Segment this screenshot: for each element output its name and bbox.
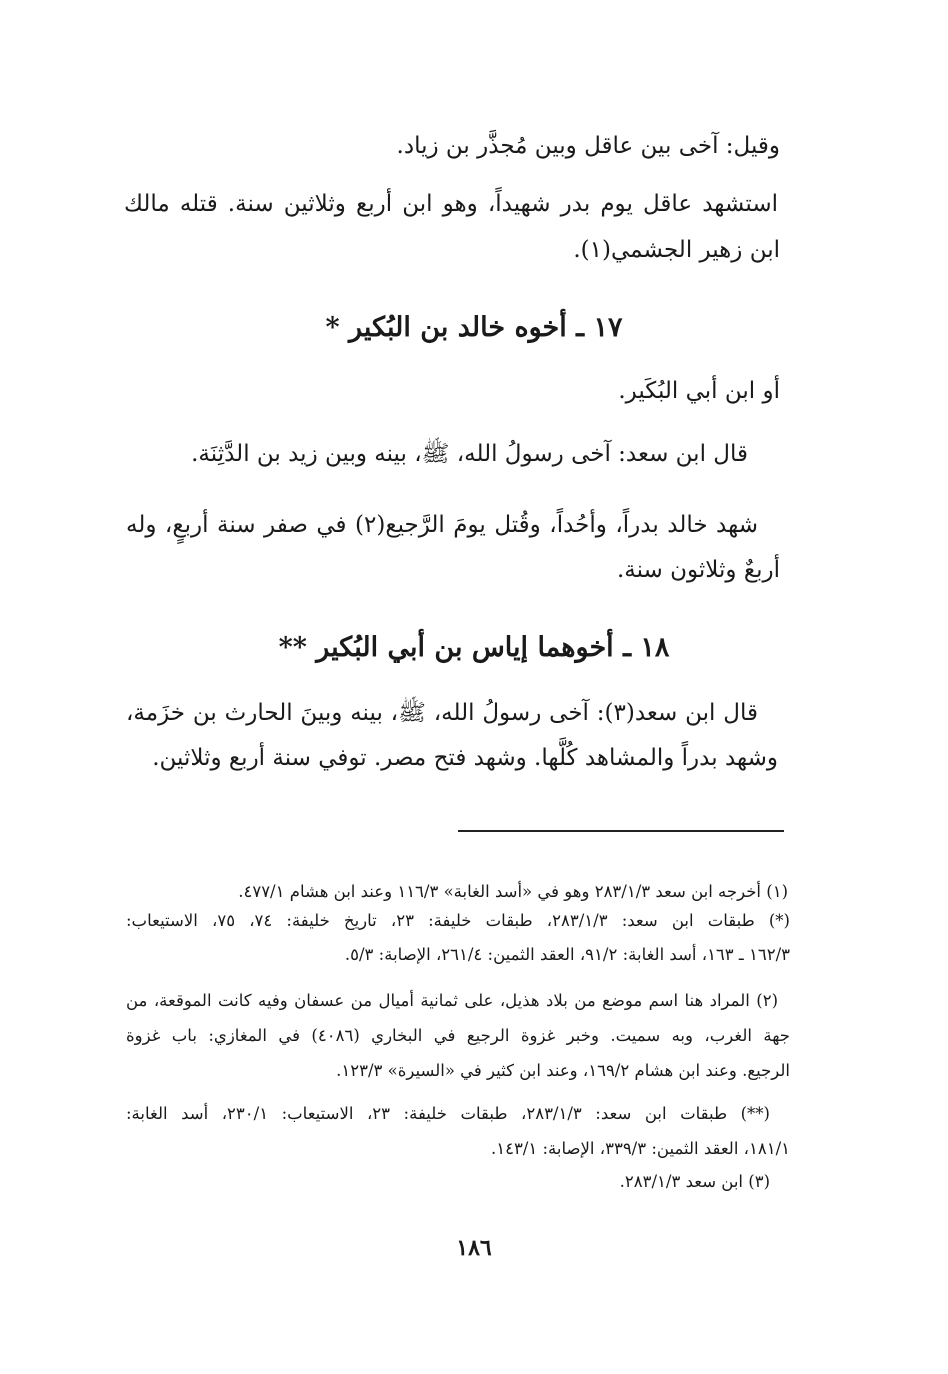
paragraph-aqil-death-line2: ابن زهير الجشمي(١). bbox=[573, 237, 780, 263]
footnote-3: (٣) ابن سعد ٢٨٣/١/٣. bbox=[619, 1172, 770, 1191]
paragraph-aqil-brotherhood: وقيل: آخى بين عاقل وبين مُجذَّر بن زياد. bbox=[396, 133, 780, 159]
footnote-double-star-line2: ١٨١/١، العقد الثمين: ٣٣٩/٣، الإصابة: ١٤٣/١. bbox=[490, 1139, 790, 1158]
paragraph-aqil-death-line1: استشهد عاقل يوم بدر شهيداً، وهو ابن أربع وثلاثين سنة. قتله مالك bbox=[124, 191, 778, 217]
section-heading-17: ١٧ ـ أخوه خالد بن البُكير * bbox=[325, 312, 623, 343]
paragraph-khalid-death-line1: شهد خالد بدراً، وأحُداً، وقُتل يومَ الرَّجيع(٢) في صفر سنة أربعٍ، وله bbox=[126, 512, 758, 538]
footnote-star-line2: ١٦٢/٣ ـ ١٦٣، أسد الغابة: ٩١/٢، العقد الثمين: ٢٦١/٤، الإصابة: ٥/٣. bbox=[344, 945, 790, 964]
footnote-double-star-line1: (**) طبقات ابن سعد: ٢٨٣/١/٣، طبقات خليفة: ٢٣، الاستيعاب: ٢٣٠/١، أسد الغابة: bbox=[126, 1104, 770, 1123]
footnote-separator-rule bbox=[458, 830, 784, 832]
paragraph-khalid-brotherhood: قال ابن سعد: آخى رسولُ الله، ﷺ، بينه وبين زيد بن الدَّثِنَة. bbox=[191, 441, 748, 467]
paragraph-khalid-death-line2: أربعٌ وثلاثون سنة. bbox=[616, 557, 780, 583]
footnote-2-line2: جهة الغرب، وبه سميت. وخبر غزوة الرجيع في البخاري (٤٠٨٦) في المغازي: باب غزوة bbox=[126, 1026, 791, 1045]
paragraph-khalid-name-variant: أو ابن أبي البُكَير. bbox=[618, 378, 780, 404]
footnote-2-line1: (٢) المراد هنا اسم موضع من بلاد هذيل، على ثمانية أميال من عسفان وفيه كانت الموقعة، من bbox=[126, 991, 778, 1010]
footnote-2-line3: الرجيع. وعند ابن هشام ١٦٩/٢، وعند ابن كثير في «السيرة» ١٢٣/٣. bbox=[336, 1061, 790, 1080]
paragraph-iyas-line2: وشهد بدراً والمشاهد كُلَّها. وشهد فتح مصر. توفي سنة أربع وثلاثين. bbox=[152, 745, 778, 771]
page-number: ١٨٦ bbox=[456, 1235, 492, 1261]
paragraph-iyas-line1: قال ابن سعد(٣): آخى رسولُ الله، ﷺ، بينه وبينَ الحارث بن خزَمة، bbox=[126, 700, 758, 726]
footnote-1: (١) أخرجه ابن سعد ٢٨٣/١/٣ وهو في «أسد الغابة» ١١٦/٣ وعند ابن هشام ٤٧٧/١. bbox=[238, 882, 788, 901]
section-heading-18: ١٨ ـ أخوهما إياس بن أبي البُكير ** bbox=[278, 632, 670, 663]
footnote-star-line1: (*) طبقات ابن سعد: ٢٨٣/١/٣، طبقات خليفة: ٢٣، تاريخ خليفة: ٧٤، ٧٥، الاستيعاب: bbox=[126, 911, 790, 930]
